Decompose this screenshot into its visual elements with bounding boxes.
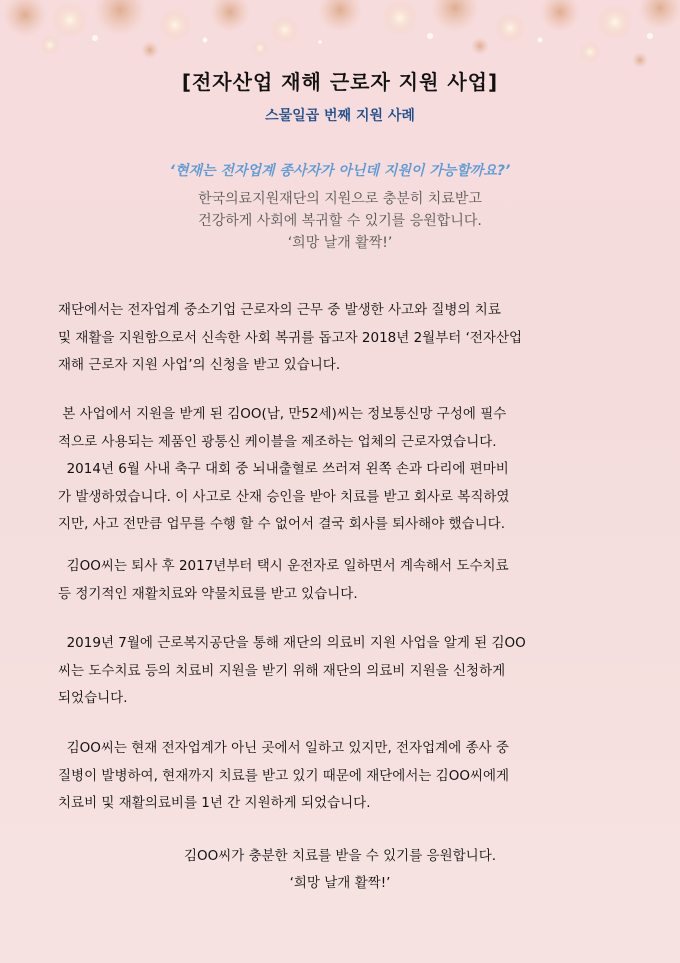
paragraph-line: 김OO씨는 현재 전자업계가 아닌 곳에서 일하고 있지만, 전자업계에 종사 중 [58,740,509,756]
paragraph-line: 2014년 6월 사내 축구 대회 중 뇌내출혈로 쓰러져 왼쪽 손과 다리에 편마비 [58,461,509,477]
paragraph-line: 재단에서는 전자업계 중소기업 근로자의 근무 중 발생한 사고와 질병의 치료 [58,302,501,318]
paragraph-line: 2019년 7월에 근로복지공단을 통해 재단의 의료비 지원 사업을 알게 된 김OO [58,635,526,651]
closing-block [0,843,680,897]
paragraph-line: 등 정기적인 재활치료와 약물치료를 받고 있습니다. [58,585,358,602]
paragraph-3 [58,553,624,608]
paragraph-line: 재해 근로자 지원 사업’의 신청을 받고 있습니다. [58,357,341,373]
page-subtitle: 스물일곱 번째 지원 사례 [265,108,415,124]
question-line: ‘현재는 전자업계 종사자가 아닌데 지원이 가능할까요?’ [169,163,511,179]
intro-line: ‘희망 날개 활짝!’ [287,235,393,251]
closing-line: ‘희망 날개 활짝!’ [289,875,391,891]
paragraph-line: 가 발생하였습니다. 이 사고로 산재 승인을 받아 치료를 받고 회사로 복직하였 [58,488,510,505]
paragraph-5 [58,735,624,818]
paragraph-1 [58,297,624,380]
paragraph-line: 치료비 및 재활의료비를 1년 간 지원하게 되었습니다. [58,795,371,811]
paragraph-line: 지만, 사고 전만큼 업무를 수행 할 수 없어서 결국 회사를 퇴사해야 했습니다. [58,516,506,532]
paragraph-line: 본 사업에서 지원을 받게 된 김OO(남, 만52세)씨는 정보통신망 구성에 필수 [58,406,507,422]
paragraph-line: 김OO씨는 퇴사 후 2017년부터 택시 운전자로 일하면서 계속해서 도수치료 [58,558,509,574]
paragraph-line: 및 재활을 지원함으로서 신속한 사회 복귀를 돕고자 2018년 2월부터 ‘전자산업 [58,329,523,346]
paragraph-line: 씨는 도수치료 등의 치료비 지원을 받기 위해 재단의 의료비 지원을 신청하게 [58,662,506,679]
paragraph-line: 되었습니다. [58,690,128,706]
paragraph-line: 적으로 사용되는 제품인 광통신 케이블을 제조하는 업체의 근로자였습니다. [58,433,497,450]
paragraph-line: 질병이 발병하여, 현재까지 치료를 받고 있기 때문에 재단에서는 김OO씨에게 [58,767,510,784]
closing-line: 김OO씨가 충분한 치료를 받을 수 있기를 응원합니다. [183,848,497,864]
intro-block [0,188,680,254]
intro-line: 한국의료지원재단의 지원으로 충분히 치료받고 [198,191,482,207]
paragraph-4 [58,630,624,713]
intro-line: 건강하게 사회에 복귀할 수 있기를 응원합니다. [198,213,482,229]
page-title: [전자산업 재해 근로자 지원 사업] [181,70,499,94]
paragraph-2 [58,401,624,539]
